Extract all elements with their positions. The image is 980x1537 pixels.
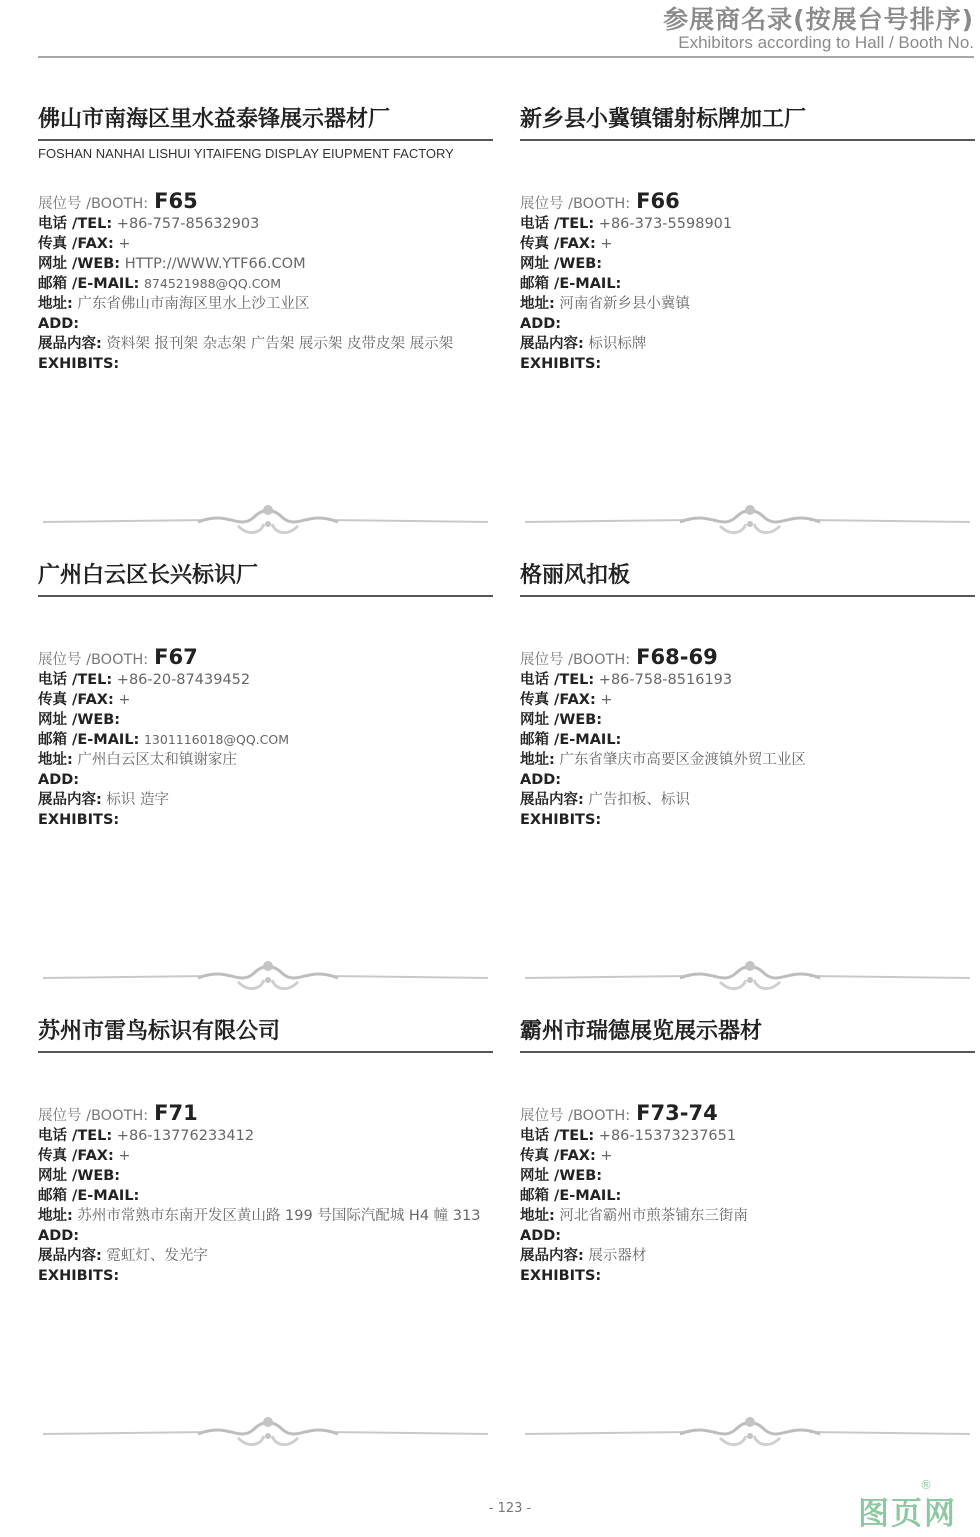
exhibits-value: 霓虹灯、发光字 (106, 1248, 208, 1264)
add-label: ADD: (38, 316, 80, 332)
web-row (38, 254, 488, 274)
exhibitor-name-en (520, 1058, 975, 1074)
email-row (38, 1186, 488, 1206)
add-row (38, 1226, 488, 1246)
fax-value: + (600, 692, 613, 708)
booth-value: F67 (154, 645, 198, 669)
exhibitor-fields (38, 1101, 488, 1286)
exhibitor-card (520, 104, 975, 504)
web-label: 网址 /WEB: (520, 1168, 603, 1184)
booth-label: 展位号 /BOOTH: (38, 652, 149, 668)
exhibits-en-row (520, 810, 970, 830)
name-underline (520, 595, 975, 597)
booth-value: F73-74 (636, 1101, 718, 1125)
add-label: ADD: (520, 316, 562, 332)
exhibits-row (38, 334, 488, 354)
add-row (38, 770, 488, 790)
header-title-cn: 参展商名录(按展台号排序) (663, 5, 974, 34)
booth-row (38, 1101, 488, 1128)
name-underline (38, 1051, 493, 1053)
booth-value: F66 (636, 189, 680, 213)
add-row (520, 770, 970, 790)
exhibits-row (38, 790, 488, 810)
web-value[interactable]: HTTP://WWW.YTF66.COM (124, 256, 306, 272)
exhibits-en-row (520, 1266, 970, 1286)
email-label: 邮箱 /E-MAIL: (38, 1188, 140, 1204)
tel-row (520, 1126, 970, 1146)
exhibitor-name-cn: 格丽风扣板 (520, 563, 631, 588)
web-label: 网址 /WEB: (520, 712, 603, 728)
tel-row (38, 1126, 488, 1146)
exhibits-en-row (38, 1266, 488, 1286)
fax-label: 传真 /FAX: (520, 692, 596, 708)
address-value: 广东省肇庆市高要区金渡镇外贸工业区 (559, 752, 806, 768)
fax-row (520, 690, 970, 710)
booth-row (520, 1101, 970, 1128)
email-label: 邮箱 /E-MAIL: (38, 732, 140, 748)
address-label: 地址: (38, 752, 73, 768)
exhibits-row (38, 1246, 488, 1266)
tel-row (38, 670, 488, 690)
add-label: ADD: (38, 1228, 80, 1244)
exhibitor-name-cn: 霸州市瑞德展览展示器材 (520, 1019, 763, 1044)
web-row (38, 1166, 488, 1186)
address-value: 河北省霸州市煎茶铺东三街南 (559, 1208, 748, 1224)
fax-row (38, 234, 488, 254)
ornament-divider (520, 956, 975, 996)
exhibits-label-cn: 展品内容: (520, 336, 584, 352)
email-value[interactable]: 1301116018@QQ.COM (143, 732, 290, 747)
fax-row (520, 1146, 970, 1166)
exhibits-label-cn: 展品内容: (520, 1248, 584, 1264)
exhibitor-fields (38, 645, 488, 830)
address-label: 地址: (520, 1208, 555, 1224)
tel-value: +86-373-5598901 (598, 216, 733, 232)
exhibitor-card (38, 104, 493, 504)
ornament-divider (38, 956, 493, 996)
exhibitor-fields (520, 189, 970, 374)
exhibits-value: 标识 造字 (106, 792, 170, 808)
exhibitor-name-cn: 佛山市南海区里水益泰锋展示器材厂 (38, 107, 391, 132)
exhibits-label-cn: 展品内容: (520, 792, 584, 808)
header-title-en: Exhibitors according to Hall / Booth No. (678, 33, 974, 52)
web-label: 网址 /WEB: (38, 256, 121, 272)
web-row (520, 254, 970, 274)
exhibits-en-row (38, 354, 488, 374)
add-row (520, 1226, 970, 1246)
email-label: 邮箱 /E-MAIL: (520, 732, 622, 748)
fax-label: 传真 /FAX: (38, 236, 114, 252)
tel-row (520, 670, 970, 690)
booth-label: 展位号 /BOOTH: (520, 652, 631, 668)
exhibitor-card (520, 1016, 975, 1416)
email-row (38, 274, 488, 294)
booth-value: F71 (154, 1101, 198, 1125)
email-row (520, 1186, 970, 1206)
exhibits-value: 资料架 报刊架 杂志架 广告架 展示架 皮带皮架 展示架 (106, 336, 454, 352)
booth-row (520, 189, 970, 216)
ornament-divider (38, 1412, 493, 1452)
exhibitor-card (520, 560, 975, 960)
fax-value: + (118, 1148, 131, 1164)
watermark-logo: 图页网 (858, 1496, 957, 1532)
booth-label: 展位号 /BOOTH: (38, 1108, 149, 1124)
exhibits-label-cn: 展品内容: (38, 1248, 102, 1264)
booth-row (38, 645, 488, 672)
booth-label: 展位号 /BOOTH: (520, 196, 631, 212)
exhibitor-name-cn: 新乡县小冀镇镭射标牌加工厂 (520, 107, 807, 132)
fax-label: 传真 /FAX: (38, 1148, 114, 1164)
email-row (38, 730, 488, 750)
booth-label: 展位号 /BOOTH: (520, 1108, 631, 1124)
fax-label: 传真 /FAX: (520, 1148, 596, 1164)
email-label: 邮箱 /E-MAIL: (520, 276, 622, 292)
web-row (38, 710, 488, 730)
exhibits-row (520, 1246, 970, 1266)
booth-value: F65 (154, 189, 198, 213)
email-row (520, 730, 970, 750)
address-value: 广东省佛山市南海区里水上沙工业区 (77, 296, 310, 312)
address-value: 苏州市常熟市东南开发区黄山路 199 号国际汽配城 H4 幢 313 (77, 1208, 481, 1224)
exhibits-label-en: EXHIBITS: (520, 356, 602, 372)
exhibits-value: 广告扣板、标识 (588, 792, 690, 808)
add-row (520, 314, 970, 334)
web-label: 网址 /WEB: (38, 1168, 121, 1184)
tel-value: +86-758-8516193 (598, 672, 733, 688)
exhibitor-name-en (38, 602, 493, 618)
web-label: 网址 /WEB: (520, 256, 603, 272)
email-label: 邮箱 /E-MAIL: (38, 276, 140, 292)
exhibits-label-en: EXHIBITS: (38, 356, 120, 372)
name-underline (38, 595, 493, 597)
tel-label: 电话 /TEL: (520, 1128, 595, 1144)
email-row (520, 274, 970, 294)
exhibits-row (520, 334, 970, 354)
exhibitor-fields (38, 189, 488, 374)
address-value: 广州白云区太和镇谢家庄 (77, 752, 237, 768)
exhibitor-name-en (38, 1058, 493, 1074)
fax-row (520, 234, 970, 254)
exhibits-value: 标识标牌 (588, 336, 647, 352)
exhibitor-card (38, 1016, 493, 1416)
header-divider (38, 56, 974, 58)
tel-value: +86-20-87439452 (116, 672, 251, 688)
fax-row (38, 1146, 488, 1166)
fax-value: + (118, 236, 131, 252)
fax-label: 传真 /FAX: (520, 236, 596, 252)
exhibitor-fields (520, 645, 970, 830)
exhibitor-name-cn: 苏州市雷鸟标识有限公司 (38, 1019, 281, 1044)
tel-label: 电话 /TEL: (38, 216, 113, 232)
address-row (520, 750, 970, 770)
tel-label: 电话 /TEL: (38, 672, 113, 688)
address-label: 地址: (38, 1208, 73, 1224)
page-number: - 123 - (488, 1501, 532, 1516)
registered-mark: ® (920, 1478, 932, 1492)
web-label: 网址 /WEB: (38, 712, 121, 728)
name-underline (38, 139, 493, 141)
exhibitor-name-cn: 广州白云区长兴标识厂 (38, 563, 259, 588)
booth-row (38, 189, 488, 216)
tel-label: 电话 /TEL: (520, 216, 595, 232)
fax-value: + (600, 236, 613, 252)
exhibitor-fields (520, 1101, 970, 1286)
address-row (520, 1206, 970, 1226)
exhibits-label-en: EXHIBITS: (520, 1268, 602, 1284)
booth-row (520, 645, 970, 672)
add-label: ADD: (520, 772, 562, 788)
tel-value: +86-15373237651 (598, 1128, 737, 1144)
address-row (38, 294, 488, 314)
ornament-divider (38, 500, 493, 540)
exhibits-en-row (520, 354, 970, 374)
exhibitor-card (38, 560, 493, 960)
web-row (520, 1166, 970, 1186)
ornament-divider (520, 500, 975, 540)
address-label: 地址: (520, 752, 555, 768)
booth-value: F68-69 (636, 645, 718, 669)
email-label: 邮箱 /E-MAIL: (520, 1188, 622, 1204)
exhibits-label-en: EXHIBITS: (38, 812, 120, 828)
exhibits-label-en: EXHIBITS: (520, 812, 602, 828)
tel-label: 电话 /TEL: (520, 672, 595, 688)
add-label: ADD: (520, 1228, 562, 1244)
fax-value: + (118, 692, 131, 708)
address-row (520, 294, 970, 314)
address-row (38, 1206, 488, 1226)
tel-row (520, 214, 970, 234)
exhibits-en-row (38, 810, 488, 830)
exhibits-row (520, 790, 970, 810)
add-label: ADD: (38, 772, 80, 788)
add-row (38, 314, 488, 334)
exhibitor-name-en (520, 146, 975, 162)
exhibitor-name-en: FOSHAN NANHAI LISHUI YITAIFENG DISPLAY EIUPMENT FACTORY (38, 146, 454, 161)
fax-row (38, 690, 488, 710)
ornament-divider (520, 1412, 975, 1452)
tel-label: 电话 /TEL: (38, 1128, 113, 1144)
tel-value: +86-757-85632903 (116, 216, 260, 232)
exhibits-value: 展示器材 (588, 1248, 647, 1264)
web-row (520, 710, 970, 730)
address-label: 地址: (520, 296, 555, 312)
name-underline (520, 139, 975, 141)
email-value[interactable]: 874521988@QQ.COM (143, 276, 282, 291)
booth-label: 展位号 /BOOTH: (38, 196, 149, 212)
tel-row (38, 214, 488, 234)
tel-value: +86-13776233412 (116, 1128, 255, 1144)
fax-value: + (600, 1148, 613, 1164)
address-value: 河南省新乡县小冀镇 (559, 296, 690, 312)
exhibits-label-cn: 展品内容: (38, 792, 102, 808)
address-label: 地址: (38, 296, 73, 312)
fax-label: 传真 /FAX: (38, 692, 114, 708)
address-row (38, 750, 488, 770)
exhibitor-name-en (520, 602, 975, 618)
name-underline (520, 1051, 975, 1053)
exhibits-label-cn: 展品内容: (38, 336, 102, 352)
exhibits-label-en: EXHIBITS: (38, 1268, 120, 1284)
